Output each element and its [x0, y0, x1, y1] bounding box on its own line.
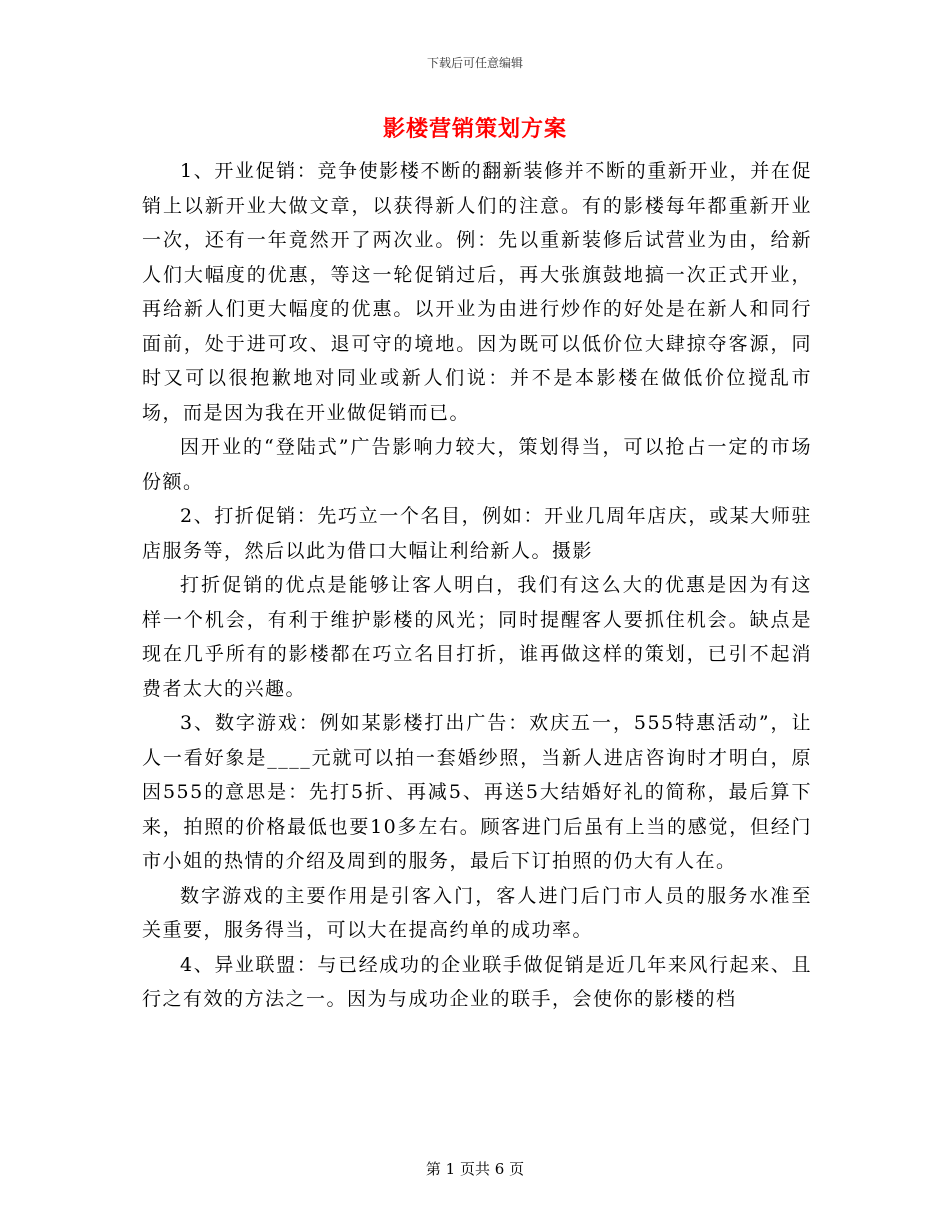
paragraph-number-game-effect: 数字游戏的主要作用是引客入门，客人进门后门市人员的服务水准至关重要，服务得当，可以大在提高约单的成功率。 — [142, 884, 812, 941]
document-body — [142, 154, 812, 1017]
page-header: 下载后可任意编辑 — [426, 56, 523, 70]
paragraph-opening-promotion: 1、开业促销：竞争使影楼不断的翻新装修并不断的重新开业，并在促销上以新开业大做文章，以获得新人们的注意。有的影楼每年都重新开业一次，还有一年竟然开了两次业。例：先以重新装修后试营业为由，给新人们大幅度的优惠，等这一轮促销过后，再大张旗鼓地搞一次正式开业，再给新人们更大幅度的优惠。以开业为由进行炒作的好处是在新人和同行面前，处于进可攻、退可守的境地。因为既可以低价位大肆掠夺客源，同时又可以很抱歉地对同业或新人们说：并不是本影楼在做低价位搅乱市场，而是因为我在开业做促销而已。 — [142, 160, 812, 424]
document-title: 影楼营销策划方案 — [382, 116, 567, 142]
paragraph-discount-pros-cons: 打折促销的优点是能够让客人明白，我们有这么大的优惠是因为有这样一个机会，有利于维护影楼的风光；同时提醒客人要抓住机会。缺点是现在几乎所有的影楼都在巧立名目打折，谁再做这样的策划，已引不起消费者太大的兴趣。 — [142, 574, 812, 700]
paragraph-number-game: 3、数字游戏：例如某影楼打出广告：欢庆五一，555特惠活动”，让人一看好象是____元就可以拍一套婚纱照，当新人进店咨询时才明白，原因555的意思是：先打5折、再减5、再送5大结婚好礼的简称，最后算下来，拍照的价格最低也要10多左右。顾客进门后虽有上当的感觉，但经门市小姐的热情的介绍及周到的服务，最后下订拍照的仍大有人在。 — [142, 712, 812, 872]
paragraph-discount-promotion: 2、打折促销：先巧立一个名目，例如：开业几周年店庆，或某大师驻店服务等，然后以此为借口大幅让利给新人。摄影 — [142, 505, 812, 562]
paragraph-cross-industry-alliance: 4、异业联盟：与已经成功的企业联手做促销是近几年来风行起来、且行之有效的方法之一。因为与成功企业的联手，会使你的影楼的档 — [142, 953, 812, 1010]
paragraph-opening-effect: 因开业的“登陆式”广告影响力较大，策划得当，可以抢占一定的市场份额。 — [142, 436, 812, 493]
page-footer: 第 1 页共 6 页 — [425, 1160, 525, 1178]
